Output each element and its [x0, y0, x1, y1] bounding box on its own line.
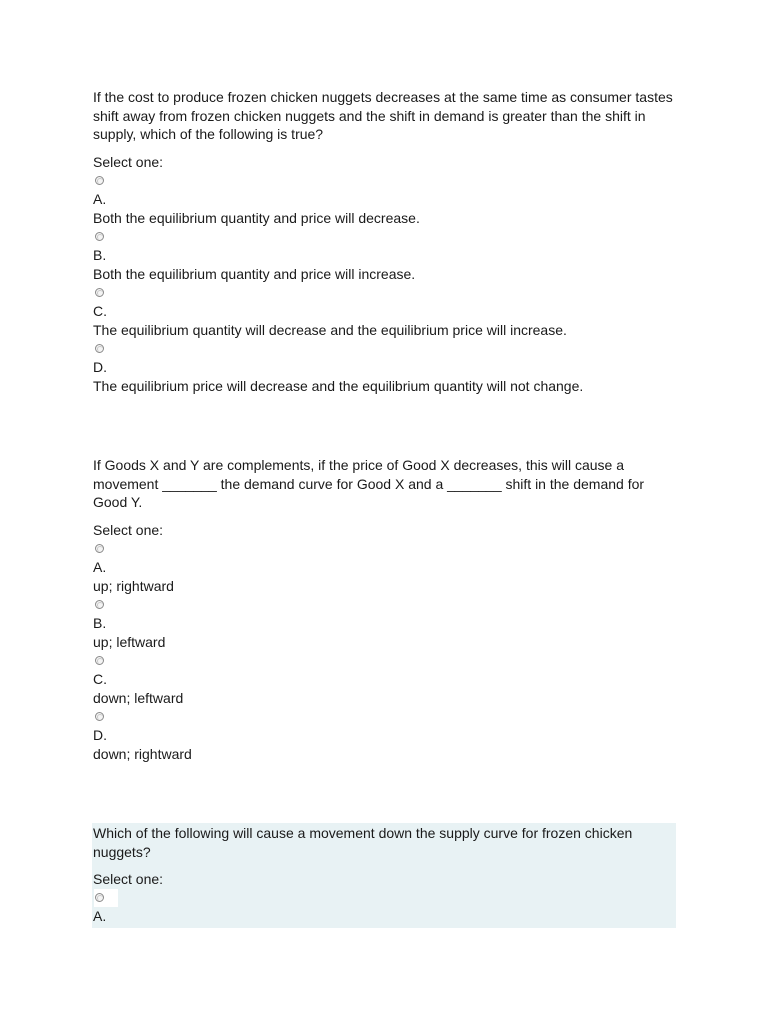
- radio-button-d[interactable]: [95, 712, 104, 721]
- question-2: [93, 456, 675, 764]
- radio-row: [93, 708, 675, 726]
- option-text: The equilibrium price will decrease and the equilibrium quantity will not change.: [93, 377, 584, 394]
- question-3: [92, 823, 676, 928]
- radio-button-a[interactable]: [95, 176, 104, 185]
- radio-row: [93, 228, 675, 246]
- option-a: [93, 889, 676, 928]
- option-c: [93, 652, 675, 708]
- select-one-label: Select one:: [93, 871, 164, 887]
- question-1: [93, 88, 675, 396]
- option-letter: B.: [93, 246, 107, 263]
- option-a: [93, 172, 675, 228]
- radio-button-c[interactable]: [95, 288, 104, 297]
- option-letter: C.: [93, 670, 107, 687]
- option-b: [93, 596, 675, 652]
- select-one-label: Select one:: [93, 521, 164, 538]
- option-c: [93, 284, 675, 340]
- option-letter: D.: [93, 726, 107, 743]
- radio-row: [93, 889, 676, 907]
- option-text: up; rightward: [93, 577, 174, 594]
- option-letter: B.: [93, 614, 107, 631]
- option-letter: A.: [93, 190, 107, 207]
- option-text: The equilibrium quantity will decrease and the equilibrium price will increase.: [93, 321, 567, 338]
- radio-button-c[interactable]: [95, 656, 104, 665]
- option-d: [93, 708, 675, 764]
- question-text: Which of the following will cause a movement down the supply curve for frozen chicken nuggets?: [93, 825, 633, 860]
- option-b: [93, 228, 675, 284]
- radio-row: [93, 340, 675, 358]
- radio-row: [93, 172, 675, 190]
- radio-button-a[interactable]: [95, 893, 104, 902]
- option-letter: A.: [93, 558, 107, 575]
- radio-row: [93, 596, 675, 614]
- question-text: If Goods X and Y are complements, if the price of Good X decreases, this will cause a movement _______ the demand curve for Good X and a _______ shift in the demand for Good Y.: [93, 457, 645, 510]
- radio-button-b[interactable]: [95, 232, 104, 241]
- radio-row: [93, 284, 675, 302]
- radio-button-d[interactable]: [95, 344, 104, 353]
- select-one-label: Select one:: [93, 153, 164, 170]
- option-text: Both the equilibrium quantity and price will increase.: [93, 265, 416, 282]
- option-letter: C.: [93, 302, 107, 319]
- radio-row: [93, 652, 675, 670]
- option-text: down; rightward: [93, 745, 192, 762]
- option-text: down; leftward: [93, 689, 184, 706]
- option-d: [93, 340, 675, 396]
- radio-button-a[interactable]: [95, 544, 104, 553]
- radio-row: [93, 540, 675, 558]
- option-a: [93, 540, 675, 596]
- option-text: Both the equilibrium quantity and price will decrease.: [93, 209, 420, 226]
- option-text: up; leftward: [93, 633, 166, 650]
- question-text: If the cost to produce frozen chicken nuggets decreases at the same time as consumer tastes shift away from frozen chicken nuggets and the shift in demand is greater than the shift in supply, which of the following is true?: [93, 89, 673, 142]
- radio-button-b[interactable]: [95, 600, 104, 609]
- option-letter: A.: [93, 908, 107, 924]
- option-letter: D.: [93, 358, 107, 375]
